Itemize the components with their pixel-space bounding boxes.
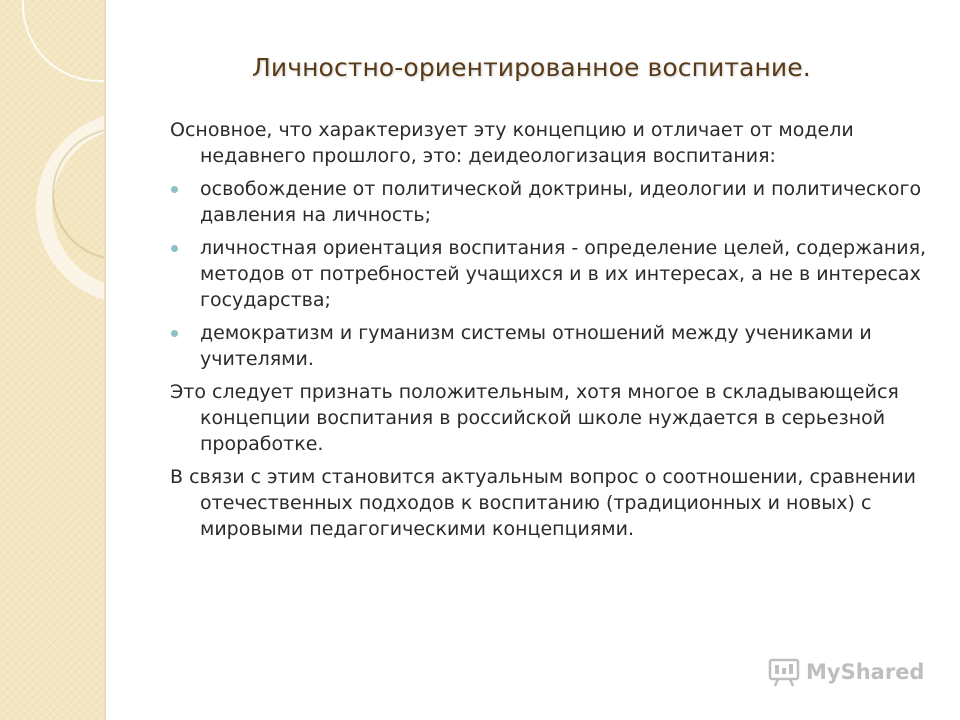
panel-divider (104, 0, 106, 720)
bullet-list (170, 176, 930, 372)
bullet-text: личностная ориентация воспитания - определение целей, содержания, методов от потребностей учащихся и в их интересах, а не в интересах государства; (200, 237, 927, 311)
closing-paragraph: В связи с этим становится актуальным вопрос о соотношении, сравнении отечественных подходов к воспитанию (традиционных и новых) с мировыми педагогическими концепциями. (170, 466, 917, 540)
slide-body (170, 117, 930, 549)
decorative-side-panel (0, 0, 104, 720)
myshared-watermark (768, 656, 924, 688)
bullet-dot-icon (171, 245, 178, 252)
list-item (170, 320, 930, 372)
list-item (170, 176, 930, 228)
bullet-dot-icon (171, 186, 178, 193)
bullet-dot-icon (171, 330, 178, 337)
bullet-text: освобождение от политической доктрины, идеологии и политического давления на личность; (200, 178, 922, 226)
decorative-ring (22, 0, 104, 82)
list-item (170, 235, 930, 313)
slide-title: Личностно-ориентированное воспитание. (252, 53, 811, 82)
intro-paragraph: Основное, что характеризует эту концепцию и отличает от модели недавнего прошлого, это: деидеологизация воспитания: (170, 119, 854, 167)
conclusion-paragraph: Это следует признать положительным, хотя многое в складывающейся концепции воспитания в российской школе нуждается в серьезной проработке. (170, 381, 899, 455)
bullet-text: демократизм и гуманизм системы отношений между учениками и учителями. (200, 322, 872, 370)
watermark-text: MyShared (806, 660, 925, 684)
presentation-board-icon (768, 656, 800, 688)
